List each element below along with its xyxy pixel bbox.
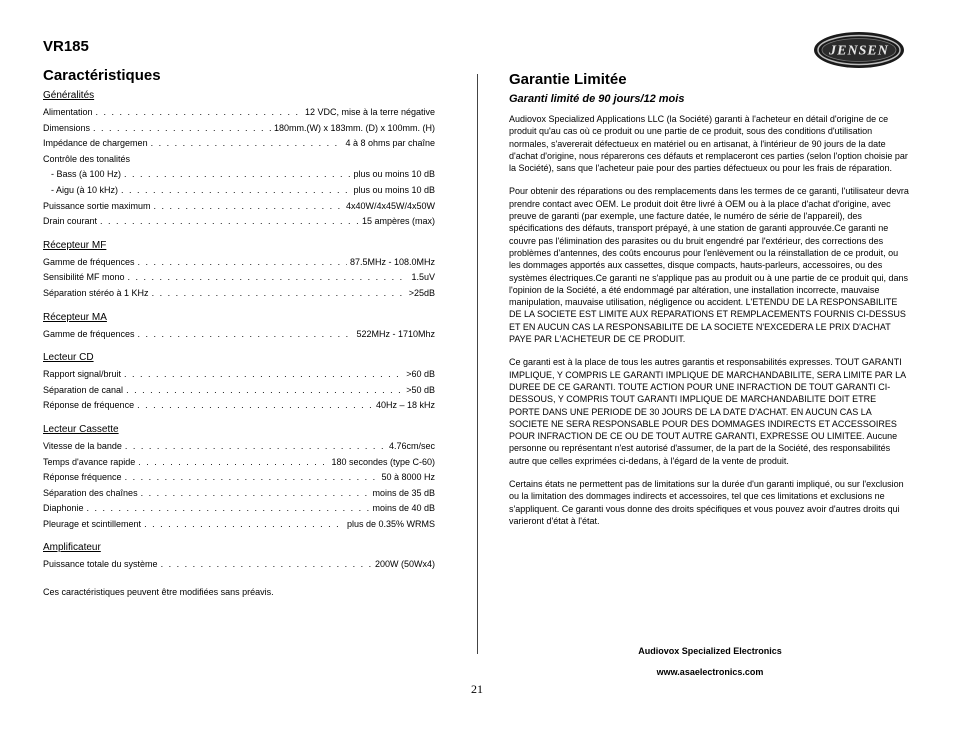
spec-label: Gamme de fréquences [43, 328, 135, 339]
spec-label: Vitesse de la bande [43, 440, 122, 451]
spec-label: Alimentation [43, 107, 93, 117]
specifications-note: Ces caractéristiques peuvent être modifiées sans préavis. [43, 587, 274, 598]
spec-row [43, 501, 435, 517]
spec-section [43, 541, 435, 573]
spec-section [43, 423, 435, 533]
spec-value: 15 ampères (max) [361, 216, 435, 227]
spec-label: Séparation stéréo à 1 KHz [43, 287, 149, 298]
svg-text:JENSEN: JENSEN [829, 43, 889, 59]
spec-section-title: Récepteur MA [43, 311, 107, 323]
spec-section [43, 89, 435, 230]
specifications-column [43, 66, 435, 597]
spec-label: Séparation de canal [43, 384, 124, 395]
spec-value: 200W (50Wx4) [374, 559, 435, 570]
spec-row [43, 383, 435, 399]
spec-section-title: Amplificateur [43, 542, 101, 554]
spec-section-title: Récepteur MF [43, 239, 107, 251]
dot-leader [151, 136, 343, 152]
spec-label: Sensibilité MF mono [43, 272, 125, 283]
spec-label: Puissance totale du système [43, 559, 158, 570]
dot-leader [141, 486, 370, 502]
spec-row [43, 199, 435, 215]
dot-leader [126, 383, 403, 399]
dot-leader [124, 167, 350, 183]
spec-sections [43, 89, 435, 573]
spec-section-title: Généralités [43, 90, 95, 101]
spec-row [43, 286, 435, 302]
warranty-subtitle: Garanti limité de 90 jours/12 mois [509, 93, 685, 105]
spec-section [43, 239, 435, 302]
spec-value: moins de 35 dB [372, 487, 435, 498]
dot-leader [128, 270, 409, 286]
spec-label: Réponse fréquence [43, 472, 122, 483]
spec-label: Rapport signal/bruit [43, 369, 122, 380]
specifications-title: Caractéristiques [43, 67, 161, 84]
spec-row [43, 557, 435, 573]
dot-leader [121, 183, 350, 199]
spec-value: 4 à 8 ohms par chaîne [345, 138, 435, 149]
dot-leader [87, 501, 370, 517]
dot-leader [137, 398, 373, 414]
dot-leader [138, 255, 347, 271]
spec-row [43, 152, 435, 168]
spec-row [43, 214, 435, 230]
spec-value: 40Hz – 18 kHz [375, 400, 435, 411]
spec-label: Drain courant [43, 216, 98, 227]
footer-company: Audiovox Specialized Electronics [638, 646, 782, 656]
spec-row [43, 327, 435, 343]
dot-leader [152, 286, 406, 302]
dot-leader [154, 199, 343, 215]
spec-row [43, 183, 435, 199]
warranty-paragraph: Audiovox Specialized Applications LLC (la Société) garanti à l'acheteur en détail d'origine de ce produit qu'au cas où ce produit ou une partie de ce produit, sous des conditions d'utilisation normales, s'avererait défectueux en matériel ou en artisanat, à l'intérieur de 90 jours de la date d'achat d'origine, nous réparerons ces défauts et remplaceront ces parties (selon l'option choisie par la Société), sans que l'acheteur paie pour des parties défectueux ou pour les frais de réparation. [509, 114, 908, 174]
spec-row [43, 167, 435, 183]
spec-label: Séparation des chaînes [43, 487, 138, 498]
spec-value: plus de 0.35% WRMS [346, 518, 435, 529]
spec-label: Impédance de chargemen [43, 138, 148, 149]
spec-value: >60 dB [406, 369, 435, 380]
dot-leader [138, 327, 354, 343]
spec-section [43, 311, 435, 343]
warranty-title: Garantie Limitée [509, 71, 627, 88]
warranty-paragraph: Ce garanti est à la place de tous les autres garantis et responsabilités expresses. TOUT GARANTI IMPLIQUE, Y COMPRIS LE GARANTI IMPLIQUE DE MARCHANDABILITE, SERA LIMITE PAR LA DUREE DE CE GARANTI. TOUTE ACTION POUR UNE INFRACTION DE TOUT GARANTI CI-DESSOUS, Y COMPRIS TOUT GARANTI IMPLIQUE DE MARCHANDABILITE DOIT ETRE PORTE DANS UNE PERIODE DE 30 JOURS DE LA DATE D'ACHAT. EN AUCUN CAS LA SOCIETE NE SERA RESPONSABLE POUR DES DOMMAGES INDIRECTS ET ACCESSOIRES POUR INFRACTION DE CE OU DE TOUT AUTRE GARANTI, EXPRESSE OU LIMITEE. Aucune personne ou représentant n'est autorisé d'assumer, de la part de la Société, des responsabilités autre que celles exprimées ci-dedans, à l'égard de la vente de produit. [509, 357, 906, 466]
spec-value: plus ou moins 10 dB [353, 184, 435, 195]
spec-value: moins de 40 dB [372, 503, 435, 514]
spec-value: >50 dB [406, 384, 435, 395]
dot-leader [100, 214, 359, 230]
spec-label: Réponse de fréquence [43, 400, 135, 411]
spec-label: Gamme de fréquences [43, 256, 135, 267]
spec-row [43, 121, 435, 137]
dot-leader [125, 470, 379, 486]
spec-row [43, 439, 435, 455]
column-divider [477, 74, 478, 654]
dot-leader [124, 367, 403, 383]
spec-value: 180 secondes (type C-60) [331, 456, 435, 467]
spec-value: 522MHz - 1710Mhz [356, 328, 435, 339]
spec-value: 12 VDC, mise à la terre négative [304, 107, 435, 117]
model-name: VR185 [43, 38, 89, 55]
spec-value: plus ou moins 10 dB [353, 169, 435, 180]
spec-row [43, 270, 435, 286]
spec-row [43, 517, 435, 533]
spec-label: - Bass (à 100 Hz) [51, 169, 122, 180]
spec-row [43, 136, 435, 152]
spec-value: 180mm.(W) x 183mm. (D) x 100mm. (H) [273, 122, 435, 133]
spec-row [43, 470, 435, 486]
footer-url: www.asaelectronics.com [656, 667, 764, 677]
warranty-column [509, 70, 909, 538]
spec-value: 1.5uV [411, 272, 435, 283]
dot-leader [125, 439, 386, 455]
spec-label: Dimensions [43, 122, 91, 133]
spec-row [43, 367, 435, 383]
spec-value: 4x40W/4x45W/4x50W [345, 200, 435, 211]
spec-section-title: Lecteur Cassette [43, 423, 119, 435]
spec-value: 50 à 8000 Hz [381, 472, 435, 483]
spec-row [43, 255, 435, 271]
warranty-paragraph: Certains états ne permettent pas de limitations sur la durée d'un garanti impliqué, ou sur l'exclusion ou la limitation des dommages indirects et accessoires, tel que ces limitations et exclusions ne s'appliquent. Ce garanti vous donne des droits spécifiques et vous pouvez avoir d'autres droits qui varieront d'état à l'état. [509, 479, 904, 526]
spec-label: Contrôle des tonalités [43, 153, 131, 164]
jensen-logo [813, 30, 905, 70]
spec-row [43, 398, 435, 414]
spec-value: 4.76cm/sec [388, 440, 435, 451]
warranty-paragraph: Pour obtenir des réparations ou des remplacements dans les termes de ce garanti, l'utilisateur devra prendre contact avec OEM. Le produit doit être livré à OEM ou à la place d'achat d'origine, avec preuve de garanti (par exemple, une facture datée, le numéro de série de l'appareil), des spécifications des défauts, transport prépayé, à une station de garanti approuvée.Ce garanti ne couvre pas l'élimination des parasites ou du bruit engendré par l'extérieur, des corrections des problèmes d'antennes, des coûts encourus pour l'enlèvement ou la réinstallation de ce produit, ou les dommages apportés aux cassettes, disque compacts, hauts-parleurs, accessoires, ou des systèmes électriques.Ce garanti ne s'applique pas au produit ou à une partie de ce produit qui, dans l'opinion de la Société, a été endommagé par altération, une installation incorrecte, mauvaise manipulation, mauvaise utilisation, négligence ou accident. L'ETENDU DE LA RESPONSABILITE DE LA SOCIETE EST LIMITE AUX REPARATIONS ET REMPLACEMENTS FOURNIS CI-DESSUS ET EN AUCUN CAS LA RESPONSABILITE DE LA SOCIETE N'EXCEDERA LE PRIX D'ACHAT PAYE PAR L'ACHETEUR DE CE PRODUIT. [509, 186, 909, 345]
dot-leader [144, 517, 344, 533]
spec-label: Pleurage et scintillement [43, 518, 142, 529]
spec-section-title: Lecteur CD [43, 352, 94, 364]
spec-label: Puissance sortie maximum [43, 200, 151, 211]
spec-label: Diaphonie [43, 503, 84, 514]
spec-label: Temps d'avance rapide [43, 456, 136, 467]
spec-value: 87.5MHz - 108.0MHz [349, 256, 435, 267]
spec-row [43, 105, 435, 121]
dot-leader [161, 557, 372, 573]
spec-row [43, 486, 435, 502]
dot-leader [138, 455, 328, 471]
dot-leader [93, 121, 271, 137]
page-number: 21 [471, 682, 483, 696]
spec-value: >25dB [408, 287, 435, 298]
dot-leader [96, 105, 302, 121]
spec-row [43, 455, 435, 471]
spec-label: - Aigu (à 10 kHz) [51, 184, 119, 195]
spec-section [43, 351, 435, 414]
